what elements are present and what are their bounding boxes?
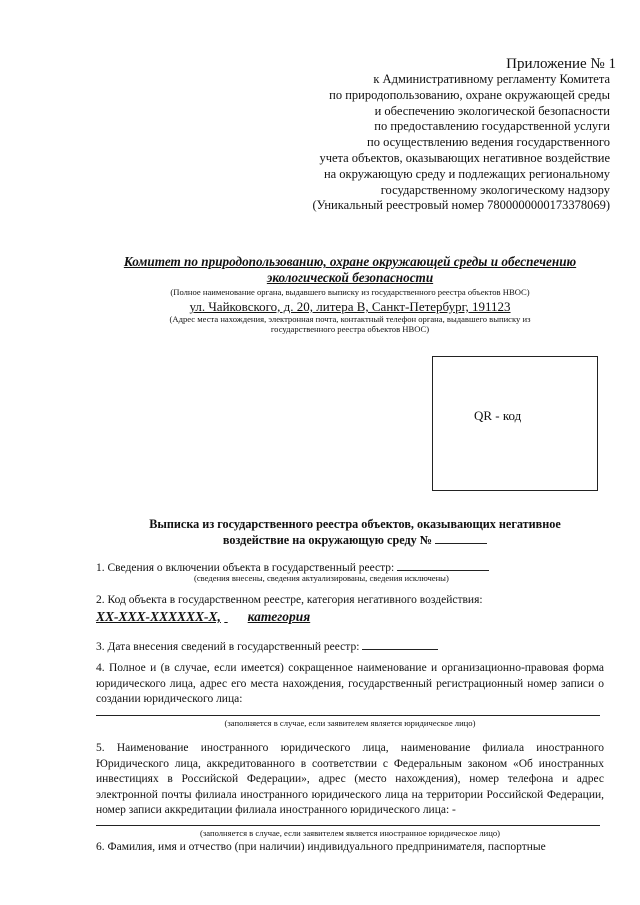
organization-address: ул. Чайковского, д. 20, литера В, Санкт-Петербург, 191123: [189, 299, 511, 314]
item-4-fill-line[interactable]: [96, 715, 600, 716]
object-code: XX-XXX-XXXXXX-X,: [96, 609, 221, 624]
appendix-line: по предоставлению государственной услуги: [374, 119, 610, 134]
caption-line: (Адрес места нахождения, электронная почта, контактный телефон органа, выдавшего выписку из: [169, 314, 531, 324]
item-5-fill-line[interactable]: [96, 825, 600, 826]
appendix-title: Приложение № 1: [506, 56, 616, 72]
item-5-text: 5. Наименование иностранного юридического лица, наименование филиала иностранного Юридического лица, аккредитованного в соответствии с Федеральным законом «Об иностранных инвестициях в Российской Федерации», адрес (место нахождения), номер телефона и адрес электронной почты филиала иностранного юридического лица на территории Российской Федерации, номер записи аккредитации филиала иностранного юридического лица: -: [96, 742, 604, 816]
item-1-caption: (сведения внесены, сведения актуализированы, сведения исключены): [194, 573, 449, 583]
organization-name-caption: (Полное наименование органа, выдавшего выписку из государственного реестра объектов НВОС): [170, 287, 530, 297]
appendix-line: и обеспечению экологической безопасности: [374, 103, 610, 118]
heading-line: [120, 532, 590, 548]
item-4-caption: (заполняется в случае, если заявителем является юридическое лицо): [224, 718, 476, 728]
object-category: категория: [247, 609, 311, 624]
appendix-line: (Уникальный реестровый номер 7800000000173378069): [312, 198, 610, 213]
heading-line-text: воздействие на окружающую среду №: [222, 533, 433, 547]
appendix-line: на окружающую среду и подлежащих региональному: [323, 166, 610, 181]
item-3-blank[interactable]: [362, 638, 438, 650]
item-5-caption: (заполняется в случае, если заявителем является иностранное юридическое лицо): [200, 828, 500, 838]
item-1-text: 1. Сведения о включении объекта в государственный реестр:: [96, 562, 395, 574]
appendix-line: к Административному регламенту Комитета: [373, 72, 610, 86]
item-4-text: 4. Полное и (в случае, если имеется) сокращенное наименование и организационно-правовая форма юридического лица, адрес его места нахождения, государственный регистрационный номер записи о создании юридического лица:: [96, 662, 604, 705]
appendix-line: по природопользованию, охране окружающей среды: [329, 87, 610, 102]
item-3: [96, 638, 606, 656]
appendix-regulation-text: [250, 72, 610, 214]
item-2-text: 2. Код объекта в государственном реестре, категория негативного воздействия:: [96, 594, 483, 606]
object-code-line: [96, 609, 310, 625]
item-1-blank[interactable]: [397, 559, 489, 571]
appendix-line: учета объектов, оказывающих негативное воздействие: [319, 150, 610, 165]
organization-name-line: Комитет по природопользованию, охране окружающей среды и обеспечению: [123, 254, 577, 269]
heading-line: Выписка из государственного реестра объектов, оказывающих негативное: [149, 517, 561, 531]
appendix-line: государственному экологическому надзору: [380, 182, 610, 197]
code-gap: [224, 609, 244, 625]
item-3-text: 3. Дата внесения сведений в государственный реестр:: [96, 641, 360, 653]
caption-line: государственного реестра объектов НВОС): [270, 324, 430, 334]
extract-number-blank[interactable]: [435, 532, 487, 544]
appendix-line: по осуществлению ведения государственного: [367, 135, 610, 150]
organization-name: [100, 254, 600, 286]
qr-code-label: QR - код: [474, 408, 522, 423]
organization-name-line: экологической безопасности: [266, 270, 434, 285]
item-6-text: 6. Фамилия, имя и отчество (при наличии) индивидуального предпринимателя, паспортные: [96, 841, 546, 853]
organization-address-caption: [120, 314, 580, 334]
document-heading: [120, 516, 590, 548]
